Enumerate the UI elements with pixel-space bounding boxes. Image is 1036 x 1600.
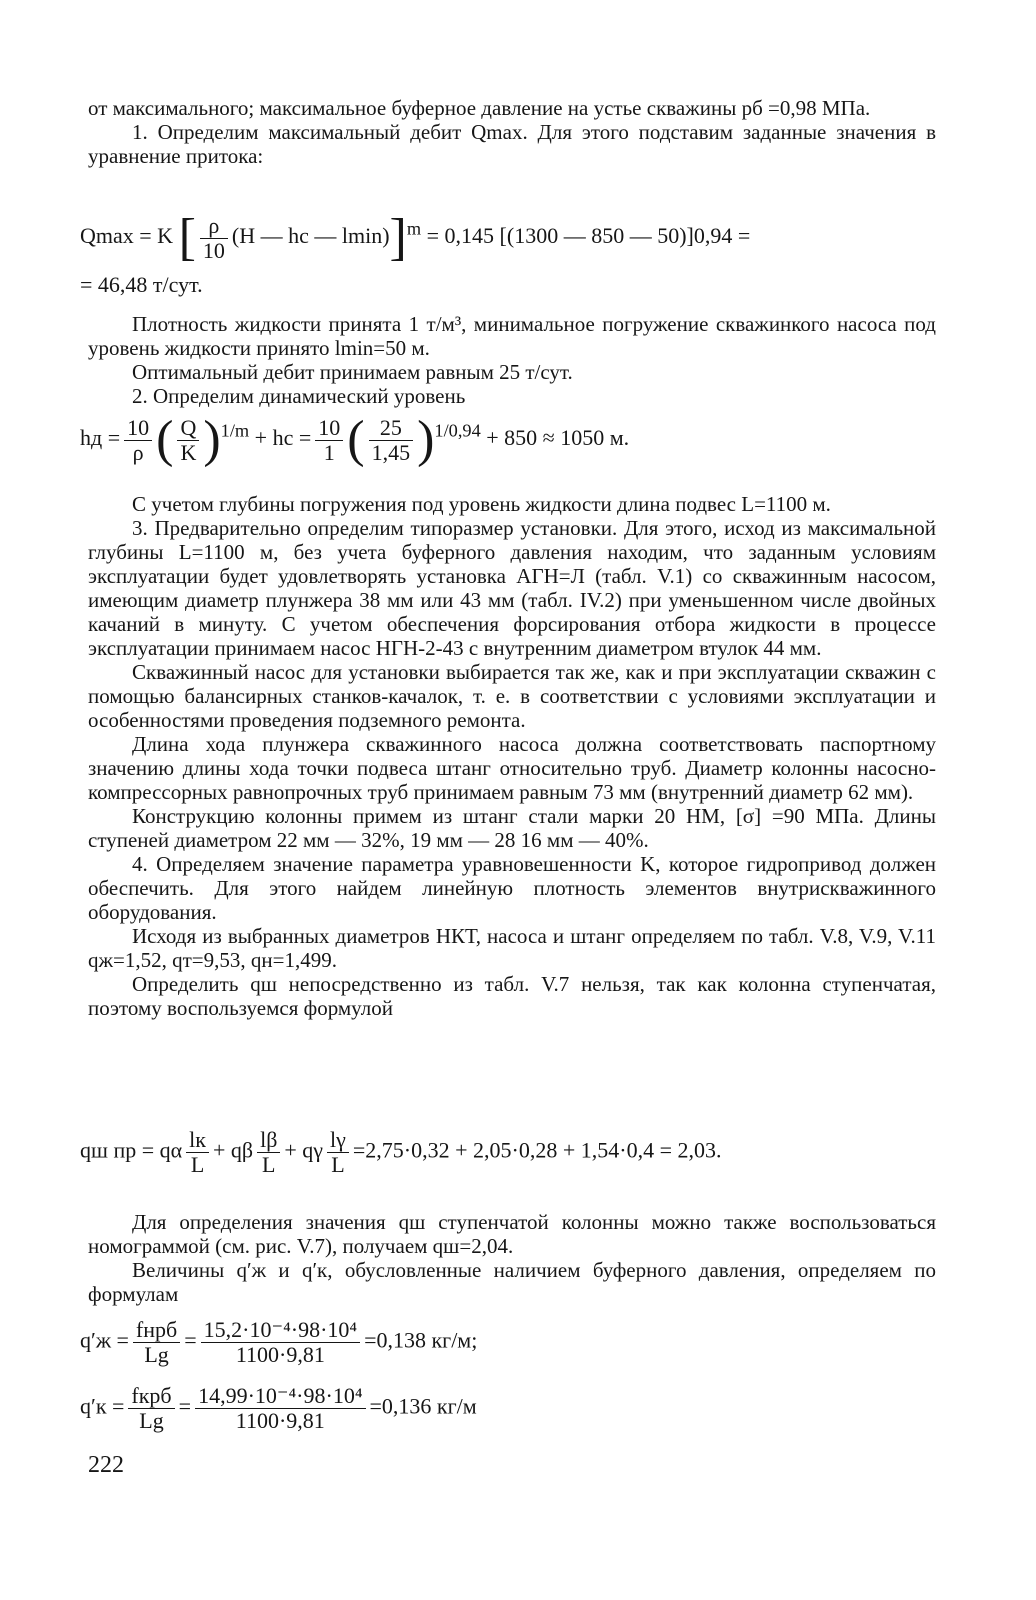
denominator: 1,45 <box>369 440 414 465</box>
numerator: Q <box>180 414 197 440</box>
fraction-lg-L <box>327 1128 349 1177</box>
paragraph-4: Оптимальный дебит принимаем равным 25 т/сут. <box>132 360 573 384</box>
formula-qk-rhs: =0,136 кг/м <box>369 1393 477 1419</box>
numerator: ρ <box>208 212 220 238</box>
fraction-qk-values <box>195 1384 365 1433</box>
denominator: L <box>186 1152 209 1177</box>
formula-qsh-lhs: qш пр = qα <box>80 1137 183 1163</box>
numerator: 10 <box>318 414 341 440</box>
fraction-lk-L <box>186 1128 209 1177</box>
paren-close: ) <box>417 411 435 468</box>
formula-qsh <box>80 1128 960 1177</box>
fraction-10-rho <box>124 416 152 465</box>
bracket-open: [ <box>178 209 196 266</box>
exponent-m: m <box>406 218 422 239</box>
denominator: L <box>327 1152 349 1177</box>
denominator: Lg <box>128 1408 174 1433</box>
formula-qmax-rhs: = 0,145 [(1300 — 850 — 50)]0,94 = <box>426 223 751 249</box>
text-block-2 <box>88 312 936 408</box>
paren-open: ( <box>156 411 174 468</box>
fraction-fkpb-lg <box>128 1384 174 1433</box>
numerator: fнpб <box>135 1317 178 1342</box>
formula-qsh-rhs: =2,75·0,32 + 2,05·0,28 + 1,54·0,4 = 2,03. <box>352 1137 722 1163</box>
numerator: lк <box>189 1127 206 1152</box>
paragraph-7: 3. Предварительно определим типоразмер установки. Для этого, исход из максимальной глубины L=1100 м, без учета буферного давления находим, что заданным условиям эксплуатации будет удовлетворять установка АГН=Л (табл. V.1) со скважинным насосом, имеющим диаметр плунжера 38 мм или 43 мм (табл. IV.2) при уменьшенном числе двойных качаний в минуту. С учетом обеспечения форсирования отбора жидкости в процессе эксплуатации принимаем насос НГН-2-43 с внутренним диаметром втулок 44 мм. <box>88 516 936 660</box>
fraction-fnpb-lg <box>133 1318 180 1367</box>
fraction-25-145 <box>369 416 414 465</box>
paragraph-6: С учетом глубины погружения под уровень жидкости длина подвес L=1100 м. <box>132 492 831 516</box>
formula-hd-lhs: hд = <box>80 425 121 451</box>
denominator: 1100·9,81 <box>201 1342 360 1367</box>
numerator: lβ <box>260 1127 278 1152</box>
bracket-close: ] <box>389 209 407 266</box>
fraction-rho-10 <box>200 214 228 263</box>
paragraph-2: 1. Определим максимальный дебит Qmax. Для этого подставим заданные значения в уравнение притока: <box>88 120 936 168</box>
formula-qsh-term3: + qγ <box>284 1137 324 1163</box>
denominator: 10 <box>200 238 228 263</box>
text-block-4 <box>88 1210 936 1306</box>
formula-qmax-inner: (H — hc — lmin) <box>231 223 390 249</box>
exponent-1-m: 1/m <box>220 420 250 441</box>
paragraph-15: Величины q′ж и q′к, обусловленные наличием буферного давления, определяем по формулам <box>88 1258 936 1306</box>
fraction-q-k <box>177 416 199 465</box>
paragraph-11: 4. Определяем значение параметра уравновешенности K, которое гидропривод должен обеспечить. Для этого найдем линейную плотность элементов внутрискважинного оборудования. <box>88 852 936 924</box>
exponent-1-094: 1/0,94 <box>434 420 481 441</box>
paragraph-3: Плотность жидкости принята 1 т/м³, минимальное погружение скважинкого насоса под уровень жидкости принято lmin=50 м. <box>88 312 936 360</box>
numerator: 25 <box>379 414 402 440</box>
paragraph-10: Конструкцию колонны примем из штанг стали марки 20 НМ, [σ] =90 МПа. Длины ступеней диаметром 22 мм — 32%, 19 мм — 28 16 мм — 40%. <box>88 804 936 852</box>
denominator: K <box>177 440 199 465</box>
numerator: fкpб <box>131 1383 172 1408</box>
denominator: 1 <box>315 440 343 465</box>
formula-qk-lhs: q′к = <box>80 1393 125 1419</box>
text-block-top <box>88 96 936 168</box>
formula-qzh-rhs: =0,138 кг/м; <box>364 1327 478 1353</box>
fraction-lb-L <box>257 1128 280 1177</box>
formula-qmax-lhs: Qmax = K <box>80 223 174 249</box>
fraction-qzh-values <box>201 1318 360 1367</box>
paragraph-5: 2. Определим динамический уровень <box>132 384 466 408</box>
paren-open: ( <box>347 411 365 468</box>
denominator: ρ <box>124 440 152 465</box>
paragraph-12: Исходя из выбранных диаметров НКТ, насоса и штанг определяем по табл. V.8, V.9, V.11 qж=1,52, qт=9,53, qн=1,499. <box>88 924 936 972</box>
formula-qmax-result <box>80 272 960 298</box>
denominator: L <box>257 1152 280 1177</box>
numerator: 10 <box>127 414 150 440</box>
formula-qmax <box>80 209 960 266</box>
paragraph-8: Скважинный насос для установки выбирается так же, как и при эксплуатации скважин с помощью балансирных станков-качалок, т. е. в соответствии с условиями эксплуатации и особенностями проведения подземного ремонта. <box>88 660 936 732</box>
formula-qsh-term2: + qβ <box>212 1137 254 1163</box>
formula-hd-mid: + hc = <box>254 425 312 451</box>
formula-qk: q′к = $\frac{\text{fкpб}}{Lg}$ = $\frac{\text{14,99·10⁻⁴·98·10⁴}}{1100\cdot 9,81}$ =0,136 кг/м <box>80 1383 477 1433</box>
numerator: 14,99·10⁻⁴·98·10⁴ <box>198 1383 363 1408</box>
paragraph-13: Определить qш непосредственно из табл. V.7 нельзя, так как колонна ступенчатая, поэтому воспользуемся формулой <box>88 972 936 1020</box>
formula-hd-rhs: + 850 ≈ 1050 м. <box>486 425 630 451</box>
paragraph-14: Для определения значения qш ступенчатой колонны можно также воспользоваться номограммой (см. рис. V.7), получаем qш=2,04. <box>88 1210 936 1258</box>
numerator: lγ <box>330 1127 346 1152</box>
formula-qmax-result-text: = 46,48 т/сут. <box>80 272 203 297</box>
fraction-10-1 <box>315 416 343 465</box>
formula-qzh: q′ж = $\frac{\text{fнpб}}{Lg}$ = $\frac{\text{15,2·10⁻⁴·98·10⁴}}{1100\cdot 9,81}$ =0,138 кг/м; <box>80 1317 478 1367</box>
paragraph-9: Длина хода плунжера скважинного насоса должна соответствовать паспортному значению длины хода точки подвеса штанг относительно труб. Диаметр колонны насосно-компрессорных равнопрочных труб принимаем равным 73 мм (внутренний диаметр 62 мм). <box>88 732 936 804</box>
denominator: Lg <box>133 1342 180 1367</box>
text-block-3 <box>88 492 936 1020</box>
paragraph-1: от максимального; максимальное буферное давление на устье скважины pб =0,98 МПа. <box>88 96 871 120</box>
numerator: 15,2·10⁻⁴·98·10⁴ <box>203 1317 358 1342</box>
formula-qzh-lhs: q′ж = <box>80 1327 129 1353</box>
formula-hd <box>80 411 960 468</box>
page-number: 222 <box>88 1452 124 1478</box>
paren-close: ) <box>203 411 221 468</box>
denominator: 1100·9,81 <box>195 1408 365 1433</box>
